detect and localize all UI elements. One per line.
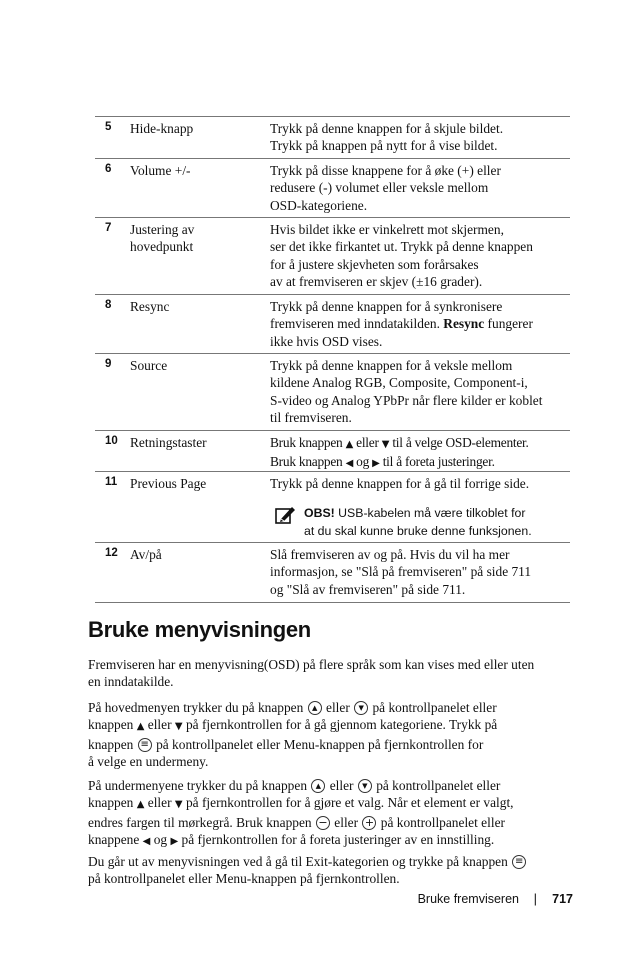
- up-button-icon: [308, 701, 322, 715]
- table-row: [95, 543, 570, 603]
- row-number: 9: [105, 358, 112, 370]
- row-name: Retningstaster: [130, 435, 207, 450]
- arrow-up-icon: ▲: [136, 799, 145, 811]
- footer-separator: |: [533, 891, 537, 906]
- arrow-left-icon: ◀: [345, 458, 354, 470]
- table-row: [95, 472, 570, 543]
- paragraph-4: Du går ut av menyvisningen ved å gå til Exit-kategorien og trykke på knappen ≡ på kontrollpanelet eller Menu-knappen på fjernkontrollen.: [88, 853, 578, 888]
- row-description: Trykk på disse knappene for å øke (+) eller redusere (-) volumet eller veksle mellom OSD-kategoriene.: [270, 163, 501, 213]
- resync-bold: Resync: [443, 316, 485, 332]
- row-name: Hide-knapp: [130, 121, 194, 136]
- row-name: Source: [130, 358, 168, 373]
- arrow-down-icon: ▼: [174, 799, 183, 811]
- row-description: Hvis bildet ikke er vinkelrett mot skjermen, ser det ikke firkantet ut. Trykk på denne knappen for å justere skjevheten som forårsakes av at fremviseren er skjev (±16 grader).: [270, 222, 533, 290]
- arrow-left-icon: ◀: [142, 836, 151, 848]
- row-description: Slå fremviseren av og på. Hvis du vil ha mer informasjon, se "Slå på fremviseren" på side 711 og "Slå av fremviseren" på side 711.: [270, 547, 532, 597]
- arrow-down-icon: ▼: [381, 439, 390, 450]
- minus-button-icon: [316, 816, 330, 830]
- note-pencil-icon: [275, 505, 297, 525]
- row-description: Trykk på denne knappen for å gå til forrige side.: [270, 476, 530, 491]
- row-description: Trykk på denne knappen for å synkronisere fremviseren med inndatakilden. Resync fungerer ikke hvis OSD vises.: [270, 299, 533, 349]
- row-number: 8: [105, 299, 112, 311]
- row-name: Resync: [130, 299, 170, 314]
- table-row: [95, 431, 570, 472]
- table-row: [95, 218, 570, 295]
- row-name: Justering av hovedpunkt: [130, 222, 195, 255]
- table-row: [95, 117, 570, 159]
- arrow-up-icon: ▲: [136, 721, 145, 733]
- plus-button-icon: [362, 816, 376, 830]
- row-description: Trykk på denne knappen for å skjule bildet. Trykk på knappen på nytt for å vise bildet.: [270, 121, 504, 154]
- arrow-down-icon: ▼: [174, 721, 183, 733]
- paragraph-3: På undermenyene trykker du på knappen ▲ eller ▼ på kontrollpanelet eller knappen ▲ eller ▼ på fjernkontrollen for å gjøre et valg. Når et element er valgt, endres fargen til mørkegrå. Bruk knappen − eller + på kontrollpanelet eller knappene ◀ og ▶ på fjernkontrollen for å foreta justeringer av en innstilling.: [88, 777, 578, 851]
- button-table: [95, 116, 570, 603]
- menu-button-icon: [512, 855, 526, 869]
- page-footer: [395, 892, 575, 910]
- row-number: 7: [105, 222, 112, 234]
- up-button-icon: [311, 779, 325, 793]
- note-text: OBS! USB-kabelen må være tilkoblet for at du skal kunne bruke denne funksjonen.: [304, 506, 532, 538]
- table-row: [95, 159, 570, 218]
- row-number: 6: [105, 163, 112, 175]
- down-button-icon: [358, 779, 372, 793]
- row-description: Trykk på denne knappen for å veksle mellom kildene Analog RGB, Composite, Component-i, S-video og Analog YPbPr når flere kilder er koblet til fremviseren.: [270, 358, 543, 426]
- row-name: Volume +/-: [130, 163, 191, 178]
- row-number: 12: [105, 547, 118, 559]
- down-button-icon: [354, 701, 368, 715]
- arrow-right-icon: ▶: [372, 458, 380, 470]
- page-number: 717: [552, 892, 573, 906]
- menu-button-icon: [138, 738, 152, 752]
- paragraph-1: Fremviseren har en menyvisning(OSD) på flere språk som kan vises med eller uten en inndatakilde.: [88, 657, 535, 690]
- row-name: Av/på: [130, 547, 162, 562]
- table-row: [95, 354, 570, 431]
- note-label: OBS!: [304, 506, 335, 520]
- table-row: [95, 295, 570, 354]
- row-number: 11: [105, 476, 118, 488]
- arrow-right-icon: ▶: [170, 836, 179, 848]
- footer-section-title: Bruke fremviseren: [417, 892, 519, 906]
- row-number: 10: [105, 435, 118, 447]
- arrow-up-icon: ▲: [345, 439, 354, 450]
- section-heading: Bruke menyvisningen: [88, 617, 311, 642]
- row-description: Bruk knappen ▲ eller ▼ til å velge OSD-elementer. Bruk knappen ◀ og ▶ til å foreta justeringer.: [270, 435, 529, 470]
- row-number: 5: [105, 121, 112, 133]
- paragraph-2: På hovedmenyen trykker du på knappen ▲ eller ▼ på kontrollpanelet eller knappen ▲ eller ▼ på fjernkontrollen for å gå gjennom kategoriene. Trykk på knappen ≡ på kontrollpanelet eller Menu-knappen på fjernkontrollen for å velge en undermeny.: [88, 699, 578, 771]
- row-name: Previous Page: [130, 476, 207, 491]
